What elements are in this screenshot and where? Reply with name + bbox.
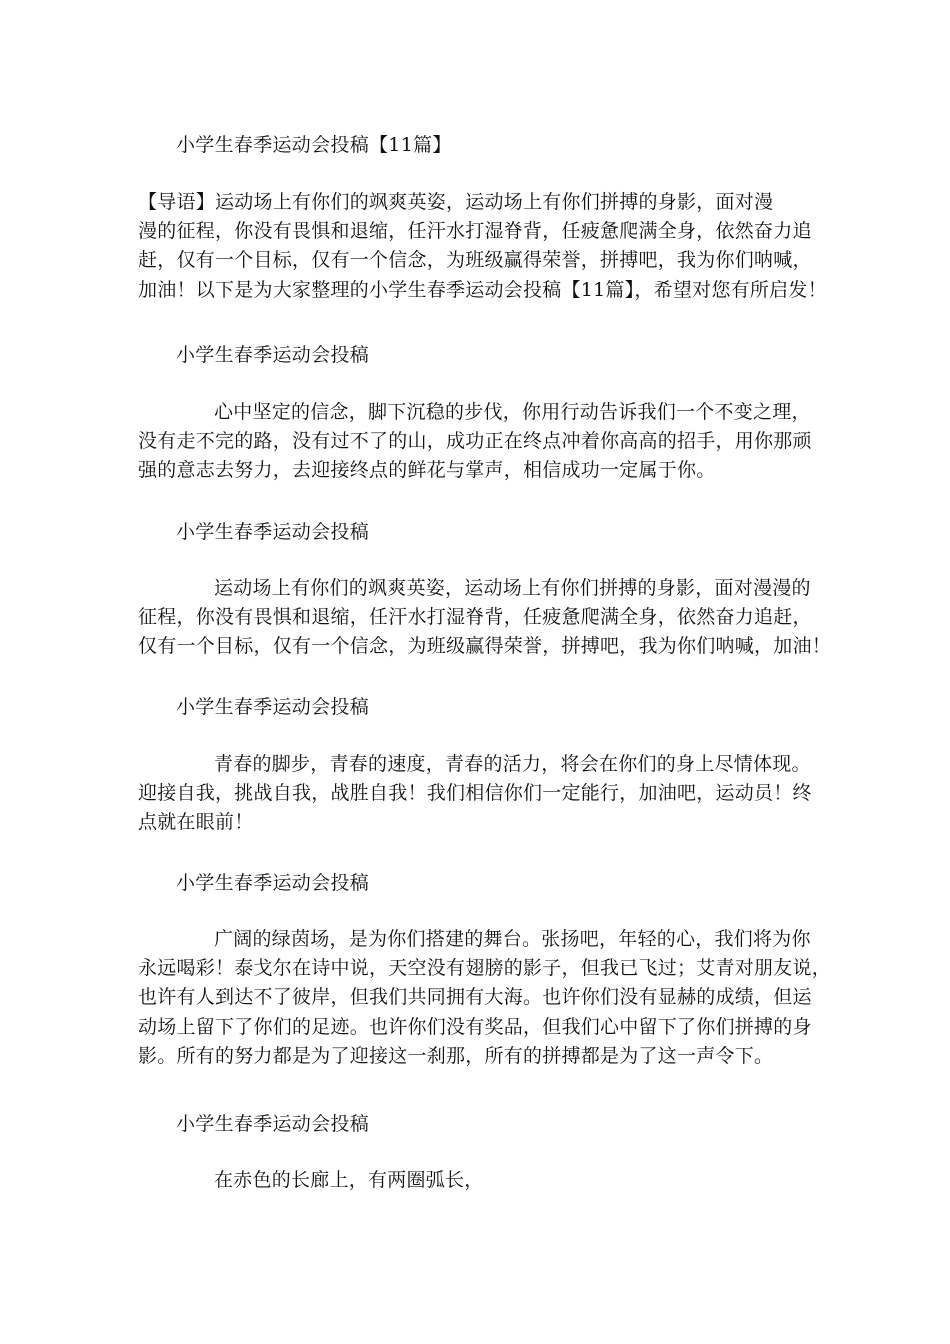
paragraph-line: 广阔的绿茵场，是为你们搭建的舞台。张扬吧，年轻的心，我们将为你 — [214, 928, 811, 950]
paragraph-line: 强的意志去努力，去迎接终点的鲜花与掌声，相信成功一定属于你。 — [138, 459, 716, 482]
intro-paragraph — [138, 188, 828, 305]
section-heading: 小学生春季运动会投稿 — [176, 344, 370, 366]
paragraph-line: 征程，你没有畏惧和退缩，任汗水打湿脊背，任疲惫爬满全身，依然奋力追赶， — [138, 606, 812, 629]
section-paragraph — [138, 574, 832, 662]
paragraph-line: 迎接自我，挑战自我，战胜自我！我们相信你们一定能行，加油吧，运动员！终 — [138, 782, 812, 805]
section-heading: 小学生春季运动会投稿 — [176, 1113, 370, 1135]
section-paragraph — [138, 398, 828, 486]
section-heading: 小学生春季运动会投稿 — [176, 696, 370, 718]
section-paragraph — [138, 1166, 828, 1195]
paragraph-line: 也许有人到达不了彼岸，但我们共同拥有大海。也许你们没有显赫的成绩，但运 — [138, 986, 812, 1009]
paragraph-line: 没有走不完的路，没有过不了的山，成功正在终点冲着你高高的招手，用你那顽 — [138, 430, 812, 453]
intro-line: 赶，仅有一个目标，仅有一个信念，为班级赢得荣誉，拼搏吧，我为你们呐喊， — [138, 249, 812, 272]
paragraph-line: 运动场上有你们的飒爽英姿，运动场上有你们拼搏的身影，面对漫漫的 — [214, 577, 811, 599]
intro-line: 漫的征程，你没有畏惧和退缩，任汗水打湿脊背，任疲惫爬满全身，依然奋力追 — [138, 220, 812, 243]
paragraph-line: 在赤色的长廊上，有两圈弧长， — [214, 1169, 484, 1191]
intro-line: 加油！以下是为大家整理的小学生春季运动会投稿【11篇】，希望对您有所启发！ — [138, 278, 827, 301]
section-heading: 小学生春季运动会投稿 — [176, 521, 370, 543]
section-heading: 小学生春季运动会投稿 — [176, 872, 370, 894]
paragraph-line: 动场上留下了你们的足迹。也许你们没有奖品，但我们心中留下了你们拼搏的身 — [138, 1015, 812, 1038]
paragraph-line: 仅有一个目标，仅有一个信念，为班级赢得荣誉，拼搏吧，我为你们呐喊，加油！ — [138, 635, 832, 658]
paragraph-line: 心中坚定的信念，脚下沉稳的步伐，你用行动告诉我们一个不变之理， — [214, 401, 811, 423]
intro-line: 【导语】运动场上有你们的飒爽英姿，运动场上有你们拼搏的身影，面对漫 — [138, 191, 774, 213]
paragraph-line: 永远喝彩！泰戈尔在诗中说，天空没有翅膀的影子，但我已飞过；艾青对朋友说， — [138, 957, 832, 980]
section-paragraph — [138, 925, 832, 1071]
section-paragraph — [138, 750, 828, 838]
paragraph-line: 影。所有的努力都是为了迎接这一刹那，所有的拼搏都是为了这一声令下。 — [138, 1044, 774, 1067]
document-title: 小学生春季运动会投稿【11篇】 — [176, 134, 452, 156]
paragraph-line: 点就在眼前！ — [138, 811, 254, 834]
paragraph-line: 青春的脚步，青春的速度，青春的活力，将会在你们的身上尽情体现。 — [214, 753, 811, 775]
